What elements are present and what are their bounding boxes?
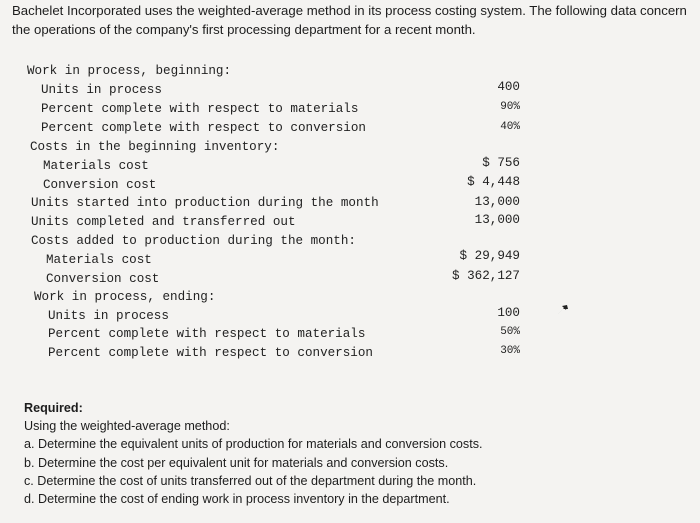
table-row-label: Costs in the beginning inventory:	[30, 140, 280, 154]
required-section	[24, 399, 684, 508]
table-row-label: Materials cost	[46, 253, 152, 267]
table-row-label: Units in process	[41, 83, 162, 97]
problem-intro: Bachelet Incorporated uses the weighted-average method in its process costing system. The following data concern the operations of the company's first processing department for a recent month.	[12, 3, 687, 37]
table-row-value: $ 756	[482, 156, 520, 170]
required-item: a. Determine the equivalent units of production for materials and conversion costs.	[24, 437, 483, 452]
table-row-value: 13,000	[474, 195, 520, 209]
table-row-label: Percent complete with respect to materials	[41, 102, 359, 116]
table-row-label: Percent complete with respect to conversion	[48, 346, 373, 360]
table-row-label: Units in process	[48, 309, 169, 323]
cursor-arrow-icon	[557, 303, 569, 315]
table-row-value: 40%	[500, 121, 520, 133]
required-item: c. Determine the cost of units transferred out of the department during the month.	[24, 473, 477, 488]
table-row-label: Work in process, ending:	[34, 290, 216, 304]
table-row-value: 30%	[500, 345, 520, 357]
table-row-label: Conversion cost	[43, 178, 157, 192]
table-row-label: Percent complete with respect to materials	[48, 327, 366, 341]
table-row-label: Work in process, beginning:	[27, 64, 232, 78]
table-row-value: $ 362,127	[451, 269, 520, 283]
table-row-label: Conversion cost	[46, 272, 160, 286]
table-row-value: 90%	[500, 101, 520, 113]
table-row-value: 100	[497, 306, 520, 320]
required-heading: Required:	[24, 401, 83, 415]
table-row-value: $ 4,448	[467, 175, 520, 189]
required-subheading: Using the weighted-average method:	[24, 419, 230, 434]
table-row-value: $ 29,949	[459, 249, 520, 263]
table-row-value: 13,000	[474, 213, 520, 227]
table-row-label: Units started into production during the month	[31, 196, 379, 210]
required-item: d. Determine the cost of ending work in process inventory in the department.	[24, 492, 450, 507]
table-row-label: Units completed and transferred out	[31, 215, 296, 229]
table-row-label: Percent complete with respect to conversion	[41, 121, 366, 135]
required-item: b. Determine the cost per equivalent unit for materials and conversion costs.	[24, 455, 449, 470]
table-row-label: Materials cost	[43, 159, 149, 173]
table-row-value: 400	[497, 80, 520, 94]
table-row-label: Costs added to production during the month:	[31, 234, 356, 248]
table-row-value: 50%	[500, 326, 520, 338]
